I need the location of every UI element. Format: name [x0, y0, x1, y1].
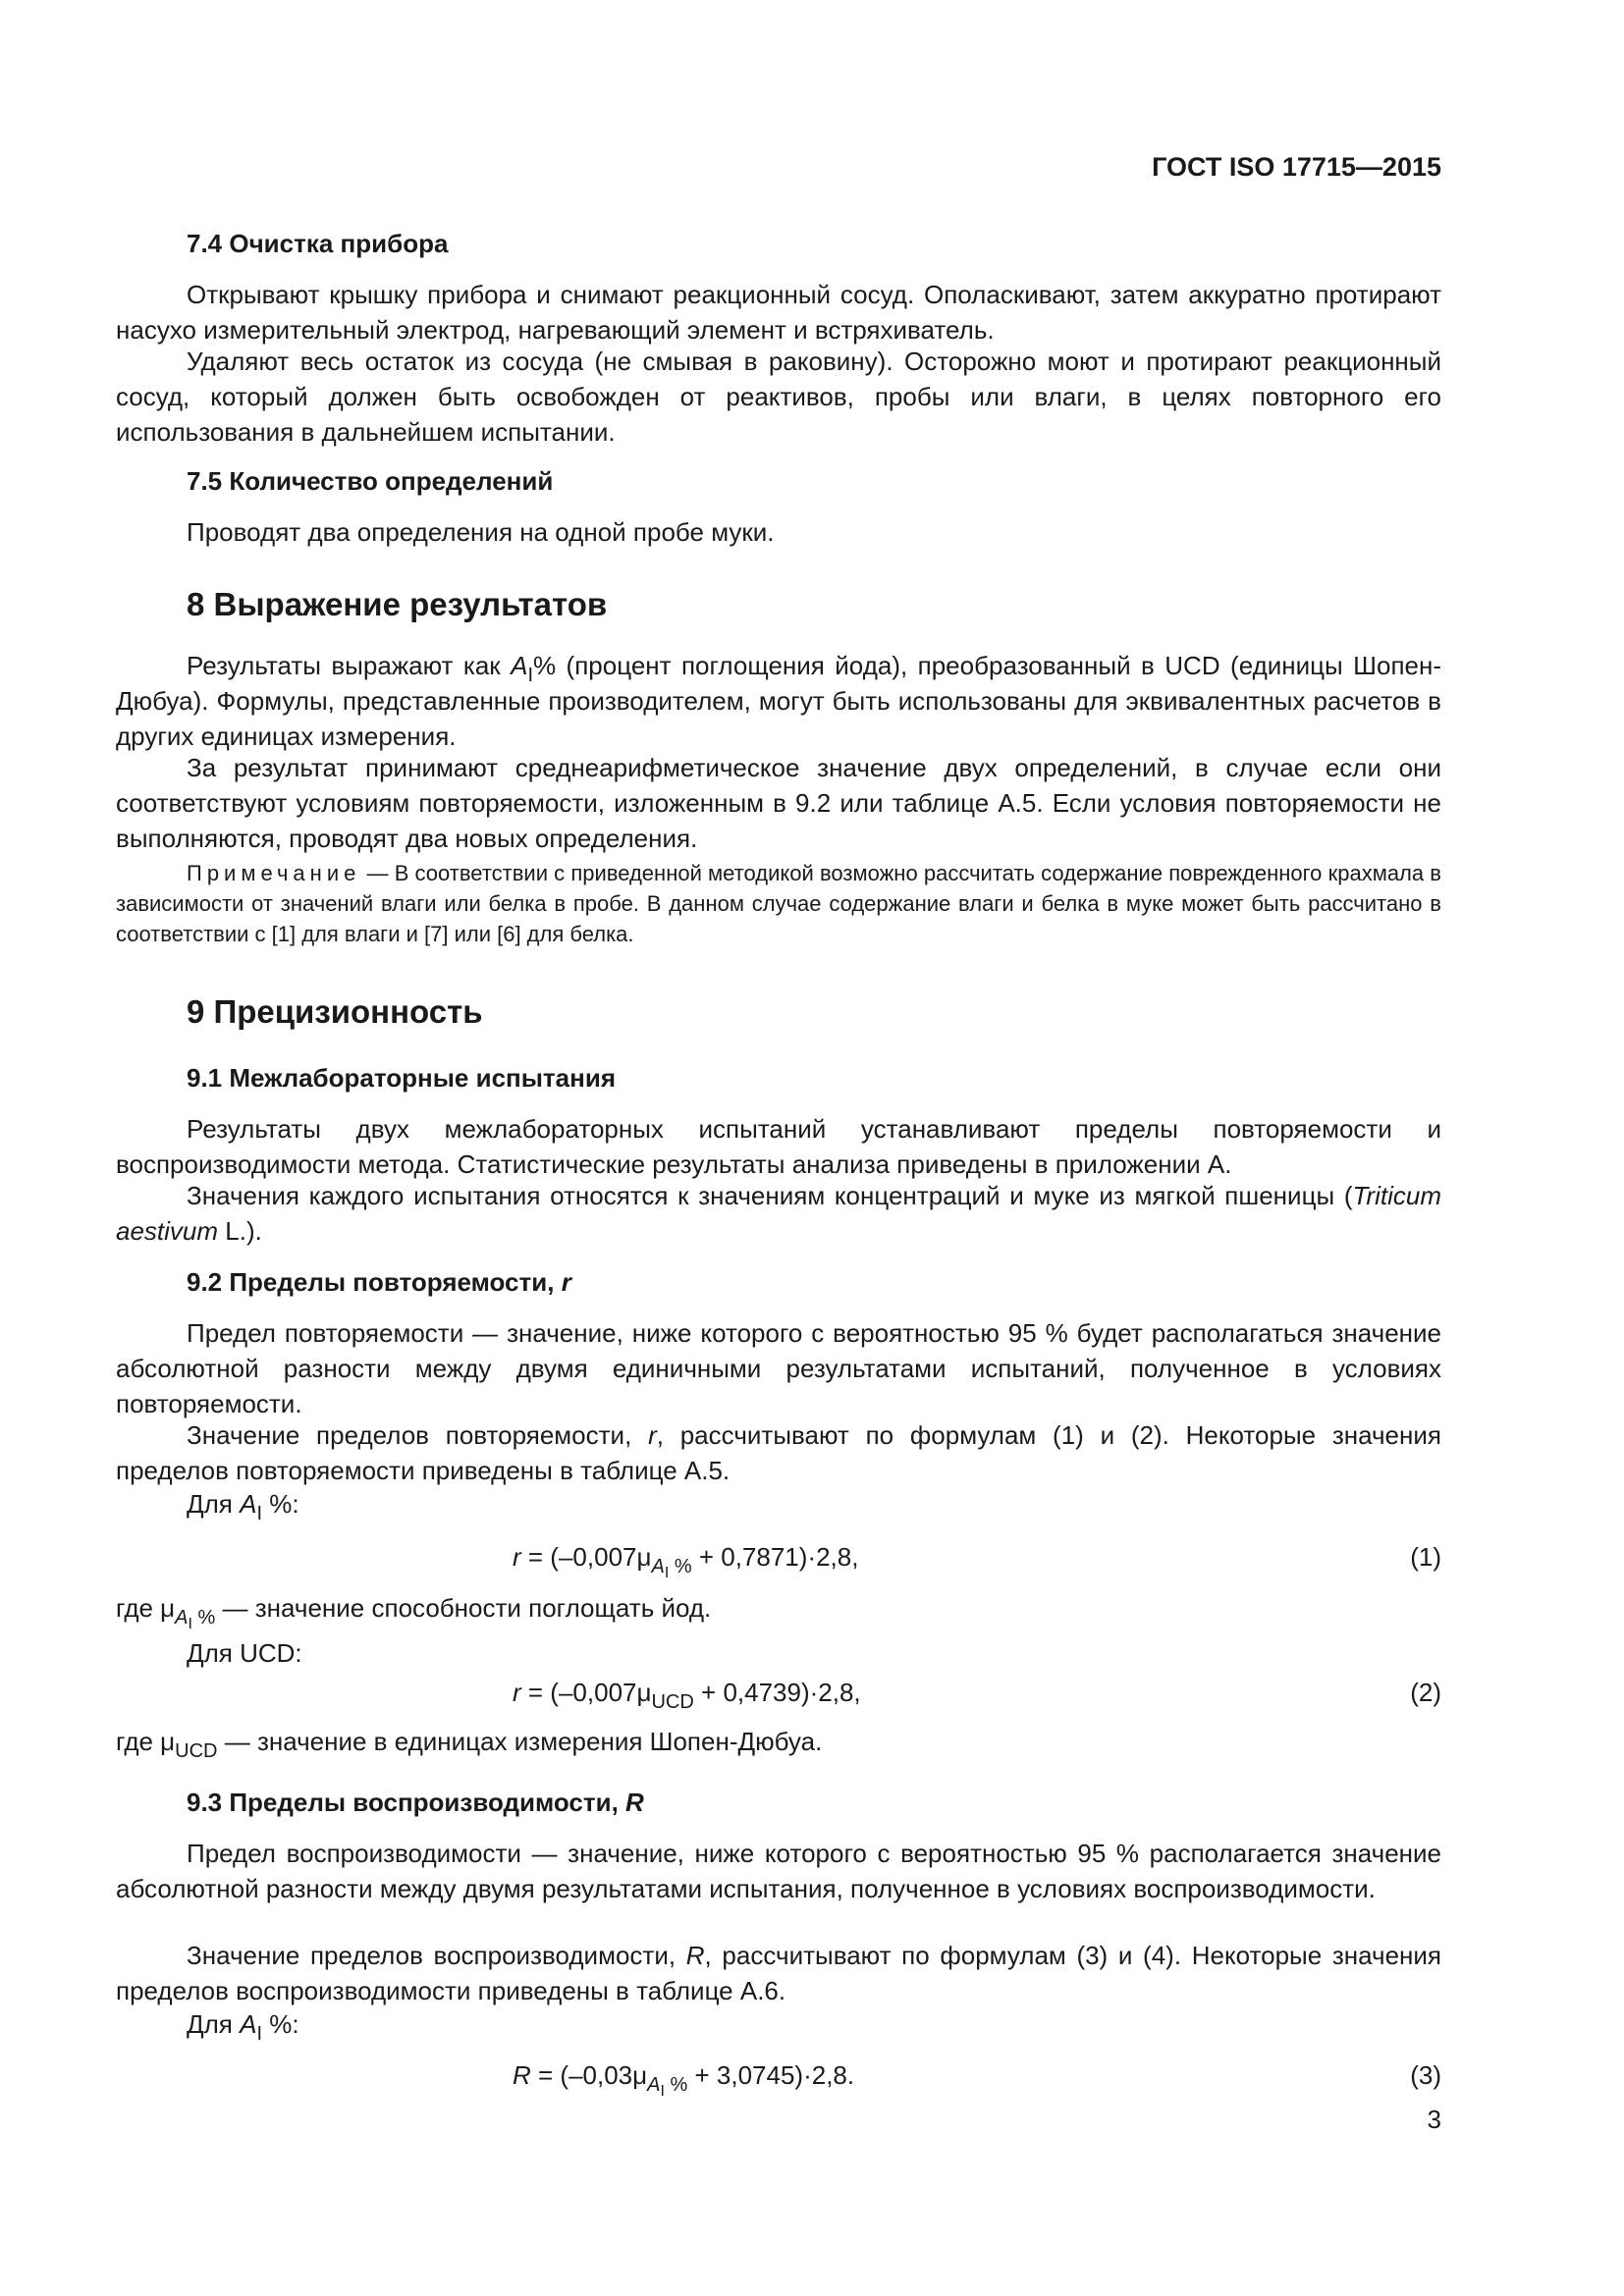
page-number: 3: [1427, 2105, 1441, 2134]
section-9-2-paragraph-1: Предел повторяемости — значение, ниже которого с вероятностью 95 % будет располагаться значение абсолютной разности между двумя единичными результатами испытаний, полученное в условиях повторяемости.: [116, 1318, 1441, 1418]
section-7-4-paragraph-1: Открывают крышку прибора и снимают реакционный сосуд. Ополаскивают, затем аккуратно протирают насухо измерительный электрод, нагревающий элемент и встряхиватель.: [116, 280, 1441, 345]
section-9-1-paragraph-1: Результаты двух межлабораторных испытаний устанавливают пределы повторяемости и воспроизводимости метода. Статистические результаты анализа приведены в приложении А.: [116, 1114, 1441, 1179]
where-1: где $\mu_{A_I \%}$ — значение способности поглощать йод.: [116, 1593, 712, 1632]
section-9-3-paragraph-1: Предел воспроизводимости — значение, ниже которого с вероятностью 95 % располагается значение абсолютной разности между двумя результатами испытания, полученное в условиях воспроизводимости.: [116, 1839, 1441, 1903]
section-9-1-title: 9.1 Межлабораторные испытания: [187, 1063, 616, 1093]
formula-3-number: (3): [1410, 2060, 1441, 2090]
section-7-4-title: 7.4 Очистка прибора: [187, 229, 449, 258]
section-9-3-title: 9.3 Пределы воспроизводимости, R: [187, 1788, 644, 1817]
document-page: ГОСТ ISO 17715—2015 7.4 Очистка прибора Открывают крышку прибора и снимают реакционный сосуд. Ополаскивают, затем аккуратно протирают насухо измерительный электрод, нагревающий элемент и встряхиватель. Удаляют весь остаток из сосуда (не смывая в раковину). Осторожно моют и протирают реакционный сосуд, который должен быть освобожден от реактивов, пробы или влаги, в целях повторного его использования в дальнейшем испытании. 7.5 Количество определений Проводят два определения на одной пробе муки. 8 Выражение результатов Результаты выражают как $A_I\%$ (процент поглощения йода), преобразованный в UCD (единицы Шопен-Дюбуа). Формулы, представленные производителем, могут быть использованы для эквивалентных расчетов в других единицах измерения. За результат принимают среднеарифметическое значение двух определений, в случае если они соответствуют условиям повторяемости, изложенным в 9.2 или таблице А.5. Если условия повторяемости не выполняются, проводят два новых определения. Примечание — В соответствии с приведенной методикой возможно рассчитать содержание поврежденного крахмала в зависимости от значений влаги или белка в пробе. В данном случае содержание влаги и белка в муке может быть рассчитано в соответствии с [1] для влаги и [7] или [6] для белка. 9 Прецизионность 9.1 Межлабораторные испытания Результаты двух межлабораторных испытаний устанавливают пределы повторяемости и воспроизводимости метода. Статистические результаты анализа приведены в приложении А. Значения каждого испытания относятся к значениям концентраций и муке из мягкой пшеницы (Triticum aestivum L.). 9.2 Пределы повторяемости, r Предел повторяемости — значение, ниже которого с вероятностью 95 % будет располагаться значение абсолютной разности между двумя единичными результатами испытаний, полученное в условиях повторяемости. Значение пределов повторяемости, r, рассчитывают по формулам (1) и (2). Некоторые значения пределов повторяемости приведены в таблице А.5. Для $A_I$ %: $r = (-0,007\mu_{A_I \%} + 0,7871)\cdot 2,8$, (1) где $\mu_{A_I \%}$ — значение способности поглощать йод. Для UCD: $r = (-0,007\mu_{UCD} + 0,4739)\cdot 2,8$, (2) где $\mu_{UCD}$ — значение в единицах измерения Шопен-Дюбуа. 9.3 Пределы воспроизводимости, R Предел воспроизводимости — значение, ниже которого с вероятностью 95 % располагается значение абсолютной разности между двумя результатами испытания, полученное в условиях воспроизводимости. Значение пределов воспроизводимости, R, рассчитывают по формулам (3) и (4). Некоторые значения пределов воспроизводимости приведены в таблице А.6. Для $A_I$ %: $R = (-0,03\mu_{A_I \%} + 3,0745)\cdot 2,8$. (3) 3: [116, 0, 1441, 2296]
for-a-label-2: Для $A_I$ %:: [187, 2009, 299, 2045]
section-7-4-paragraph-2: Удаляют весь остаток из сосуда (не смывая в раковину). Осторожно моют и протирают реакционный сосуд, который должен быть освобожден от реактивов, пробы или влаги, в целях повторного его использования в дальнейшем испытании.: [116, 347, 1441, 447]
section-8-paragraph-1: Результаты выражают как $A_I\%$ (процент поглощения йода), преобразованный в UCD (единицы Шопен-Дюбуа). Формулы, представленные производителем, могут быть использованы для эквивалентных расчетов в других единицах измерения.: [116, 651, 1442, 751]
section-9-2-paragraph-2: Значение пределов повторяемости, r, рассчитывают по формулам (1) и (2). Некоторые значения пределов повторяемости приведены в таблице А.5.: [116, 1420, 1441, 1485]
section-7-5-paragraph-1: Проводят два определения на одной пробе муки.: [187, 517, 775, 547]
formula-2-number: (2): [1410, 1678, 1441, 1707]
document-header: ГОСТ ISO 17715—2015: [1152, 152, 1441, 182]
section-9-1-paragraph-2: Значения каждого испытания относятся к значениям концентраций и муке из мягкой пшеницы (Triticum aestivum L.).: [116, 1181, 1441, 1246]
section-8-title: 8 Выражение результатов: [187, 586, 608, 622]
for-ucd-label: Для UCD:: [187, 1638, 302, 1668]
for-a-label-1: Для $A_I$ %:: [187, 1489, 299, 1524]
section-9-3-paragraph-2: Значение пределов воспроизводимости, R, рассчитывают по формулам (3) и (4). Некоторые значения пределов воспроизводимости приведены в таблице А.6.: [116, 1941, 1441, 2005]
section-9-title: 9 Прецизионность: [187, 993, 483, 1030]
section-9-2-title: 9.2 Пределы повторяемости, r: [187, 1267, 571, 1297]
where-2: где $\mu_{UCD}$ — значение в единицах измерения Шопен-Дюбуа.: [116, 1727, 823, 1762]
note-label: Примечание: [187, 861, 361, 885]
section-8-note: Примечание — В соответствии с приведенной методикой возможно рассчитать содержание поврежденного крахмала в зависимости от значений влаги или белка в пробе. В данном случае содержание влаги и белка в муке может быть рассчитано в соответствии с [1] для влаги и [7] или [6] для белка.: [116, 861, 1441, 946]
formula-1-number: (1): [1410, 1542, 1441, 1572]
section-8-paragraph-2: За результат принимают среднеарифметическое значение двух определений, в случае если они соответствуют условиям повторяемости, изложенным в 9.2 или таблице А.5. Если условия повторяемости не выполняются, проводят два новых определения.: [116, 753, 1441, 853]
section-7-5-title: 7.5 Количество определений: [187, 466, 554, 496]
